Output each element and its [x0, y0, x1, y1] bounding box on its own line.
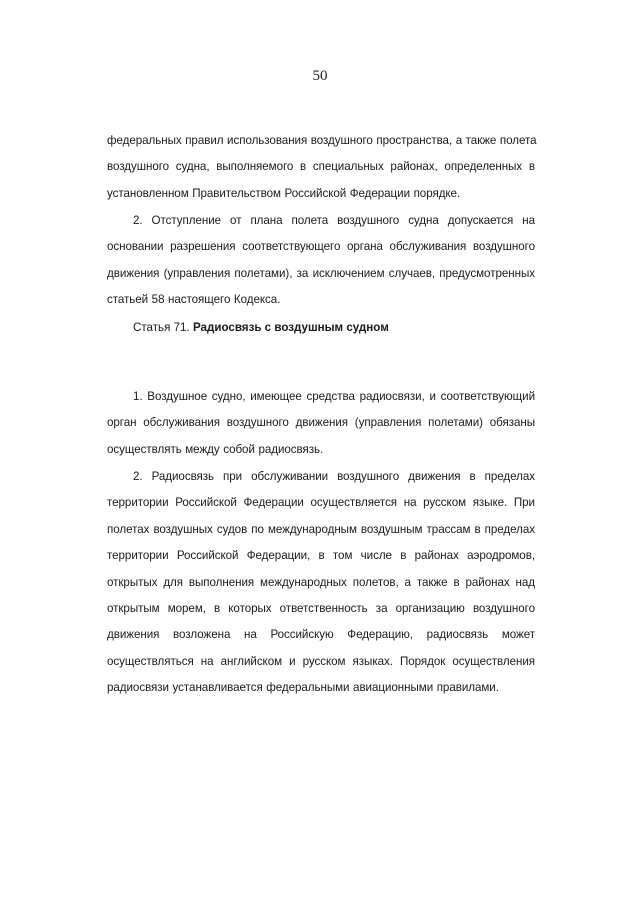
article-number: Статья 71. — [133, 321, 193, 334]
text-line: осуществляться на английском и русском языках. Порядок осуществления — [107, 654, 535, 668]
text-line: территории Российской Федерации, в том числе в районах аэродромов, — [107, 549, 535, 563]
text-line: основании разрешения соответствующего органа обслуживания воздушного — [107, 240, 535, 254]
text-line: открытых для выполнения международных полетов, а также в районах над — [107, 575, 535, 589]
article-heading — [133, 318, 389, 338]
paragraph-item-2 — [107, 208, 535, 314]
text-line: воздушного судна, выполняемого в специальных районах, определенных в — [107, 160, 535, 174]
text-line: орган обслуживания воздушного движения (управления полетами) обязаны — [107, 416, 535, 430]
text-line: полетах воздушных судов по международным воздушным трассам в пределах — [107, 522, 535, 536]
text-line: 2. Радиосвязь при обслуживании воздушного движения в пределах — [133, 470, 535, 483]
article-title: Радиосвязь с воздушным судном — [192, 321, 389, 334]
text-line: 2. Отступление от плана полета воздушного судна допускается на — [133, 214, 535, 227]
text-line: осуществлять между собой радиосвязь. — [107, 442, 324, 456]
text-line: федеральных правил использования воздушного пространства, а также полета — [107, 134, 537, 147]
text-line: статьей 58 настоящего Кодекса. — [107, 293, 281, 307]
paragraph-continuation — [107, 128, 535, 207]
text-line: территории Российской Федерации осуществляется на русском языке. При — [107, 496, 535, 510]
text-line: движения возложена на Российскую Федерацию, радиосвязь может — [107, 628, 535, 642]
text-line: открытым морем, в которых ответственность за организацию воздушного — [107, 601, 535, 615]
article-paragraph-2 — [107, 464, 535, 702]
article-paragraph-1 — [107, 384, 535, 463]
text-line: 1. Воздушное судно, имеющее средства радиосвязи, и соответствующий — [133, 390, 535, 403]
text-line: установленном Правительством Российской Федерации порядке. — [107, 186, 461, 200]
text-line: движения (управления полетами), за исключением случаев, предусмотренных — [107, 266, 535, 280]
page-number: 50 — [312, 68, 328, 84]
text-line: радиосвязи устанавливается федеральными авиационными правилами. — [107, 681, 499, 695]
